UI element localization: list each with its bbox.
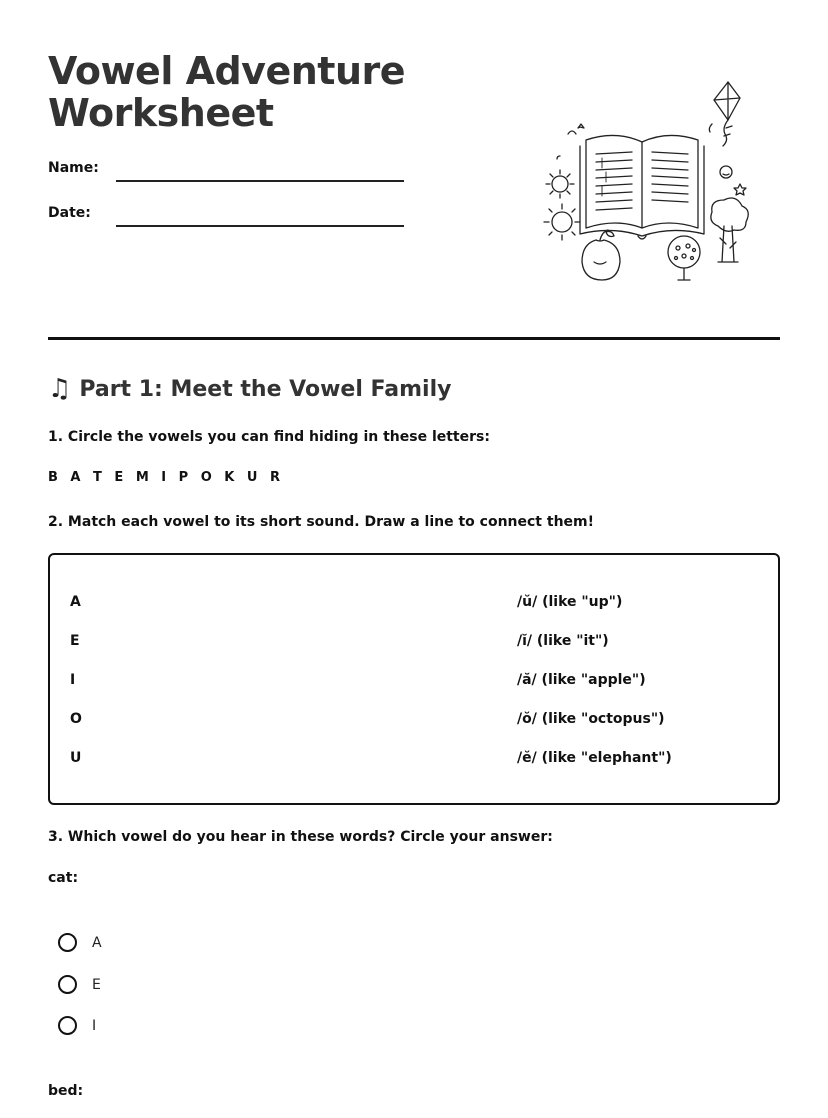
option-cat-a[interactable] [58,933,102,952]
sound-e[interactable]: /ĕ/ (like "elephant") [517,750,672,766]
worksheet-title [48,50,468,134]
vowel-e[interactable]: E [70,633,80,649]
radio-circle[interactable] [58,933,77,952]
vowel-a[interactable]: A [70,594,81,610]
question-3: 3. Which vowel do you hear in these words? Circle your answer: [48,829,553,845]
matching-box [48,553,780,805]
name-label: Name: [48,160,99,176]
vowel-i[interactable]: I [70,672,76,688]
date-label: Date: [48,205,91,221]
word-bed: bed: [48,1083,84,1099]
open-book-with-doodles-icon [538,76,754,282]
letter-sequence: B A T E M I P O K U R [48,470,284,485]
option-cat-e[interactable] [58,975,101,994]
sound-i[interactable]: /ĭ/ (like "it") [517,633,609,649]
option-label: E [92,976,101,993]
part1-heading [48,374,451,404]
vowel-o[interactable]: O [70,711,82,727]
title-line-1: Vowel Adventure [48,49,406,93]
question-1: 1. Circle the vowels you can find hiding in these letters: [48,429,490,445]
header-divider [48,337,780,340]
part1-title: Part 1: Meet the Vowel Family [79,376,452,402]
question-2: 2. Match each vowel to its short sound. Draw a line to connect them! [48,514,594,530]
vowel-u[interactable]: U [70,750,82,766]
option-label: A [92,934,102,951]
date-line[interactable] [116,225,404,227]
name-line[interactable] [116,180,404,182]
sound-u[interactable]: /ŭ/ (like "up") [517,594,623,610]
option-cat-i[interactable] [58,1016,96,1035]
radio-circle[interactable] [58,975,77,994]
word-cat: cat: [48,870,79,886]
music-note-icon: ♫ [48,374,72,404]
title-line-2: Worksheet [48,91,274,135]
option-label: I [92,1017,97,1034]
sound-a[interactable]: /ă/ (like "apple") [517,672,646,688]
radio-circle[interactable] [58,1016,77,1035]
sound-o[interactable]: /ŏ/ (like "octopus") [517,711,665,727]
